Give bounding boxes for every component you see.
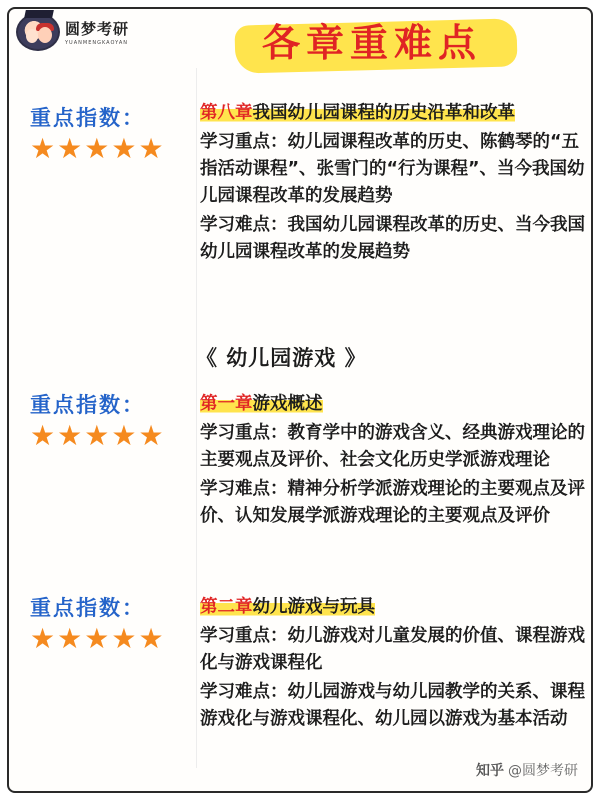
chapter-title: 幼儿游戏与玩具 (252, 597, 375, 617)
difficult-label: 学习难点： (200, 682, 288, 702)
star-icon: ★ (111, 419, 137, 452)
key-label: 学习重点： (200, 132, 288, 152)
rating-block-3 (30, 594, 190, 654)
star-rating (30, 421, 190, 451)
source-watermark (476, 760, 578, 780)
page-title: 各章重难点 (261, 21, 482, 65)
page-title-banner (217, 16, 527, 70)
difficult-text: 幼儿园游戏与幼儿园教学的关系、课程游戏化与游戏课程化、幼儿园以游戏为基本活动 (200, 682, 585, 729)
key-points (200, 623, 586, 677)
rating-block-2 (30, 391, 190, 451)
star-icon: ★ (30, 419, 56, 452)
star-icon: ★ (84, 132, 110, 165)
star-icon: ★ (57, 419, 83, 452)
chapter-number: 第一章 (200, 394, 253, 414)
key-label: 学习重点： (200, 423, 288, 443)
star-rating (30, 134, 190, 164)
chapter-heading (200, 391, 586, 418)
difficult-points (200, 212, 586, 266)
section-heading: 《 幼儿园游戏 》 (196, 346, 367, 370)
key-text: 幼儿园课程改革的历史、陈鹤琴的“五指活动课程”、张雪门的“行为课程”、当今我国幼儿园课程改革的发展趋势 (200, 132, 585, 206)
chapter-heading (200, 594, 586, 621)
key-points (200, 129, 586, 210)
chapter-block-8 (200, 100, 586, 266)
star-icon: ★ (138, 419, 164, 452)
brand-logo (16, 13, 129, 51)
brand-name: 圆梦考研 (65, 20, 130, 38)
star-icon: ★ (111, 622, 137, 655)
star-icon: ★ (138, 622, 164, 655)
key-text: 幼儿游戏对儿童发展的价值、课程游戏化与游戏课程化 (200, 626, 585, 673)
key-text: 教育学中的游戏含义、经典游戏理论的主要观点及评价、社会文化历史学派游戏理论 (200, 423, 585, 470)
star-icon: ★ (57, 622, 83, 655)
chapter-number: 第八章 (200, 103, 253, 123)
chapter-title: 游戏概述 (252, 394, 323, 414)
platform-name: 知乎 (476, 763, 504, 779)
difficult-label: 学习难点： (200, 479, 288, 499)
chapter-heading (200, 100, 586, 127)
difficult-text: 我国幼儿园课程改革的历史、当今我国幼儿园课程改革的发展趋势 (200, 215, 585, 262)
difficult-points (200, 679, 586, 733)
brand-subtitle: YUANMENGKAOYAN (65, 40, 128, 46)
star-icon: ★ (30, 132, 56, 165)
star-icon: ★ (111, 132, 137, 165)
rating-label: 重点指数： (30, 393, 145, 417)
star-icon: ★ (138, 132, 164, 165)
star-icon: ★ (30, 622, 56, 655)
difficult-text: 精神分析学派游戏理论的主要观点及评价、认知发展学派游戏理论的主要观点及评价 (200, 479, 585, 526)
chapter-title: 我国幼儿园课程的历史沿革和改革 (252, 103, 515, 123)
difficult-points (200, 476, 586, 530)
star-icon: ★ (84, 419, 110, 452)
star-rating (30, 624, 190, 654)
column-divider (196, 68, 197, 768)
chapter-block-1 (200, 391, 586, 530)
mascot-icon (16, 13, 60, 51)
key-points (200, 420, 586, 474)
account-handle: @圆梦考研 (508, 763, 578, 779)
rating-label: 重点指数： (30, 596, 145, 620)
key-label: 学习重点： (200, 626, 288, 646)
rating-label: 重点指数： (30, 106, 145, 130)
rating-block-1 (30, 104, 190, 164)
chapter-number: 第二章 (200, 597, 253, 617)
star-icon: ★ (57, 132, 83, 165)
difficult-label: 学习难点： (200, 215, 288, 235)
chapter-block-2 (200, 594, 586, 733)
star-icon: ★ (84, 622, 110, 655)
